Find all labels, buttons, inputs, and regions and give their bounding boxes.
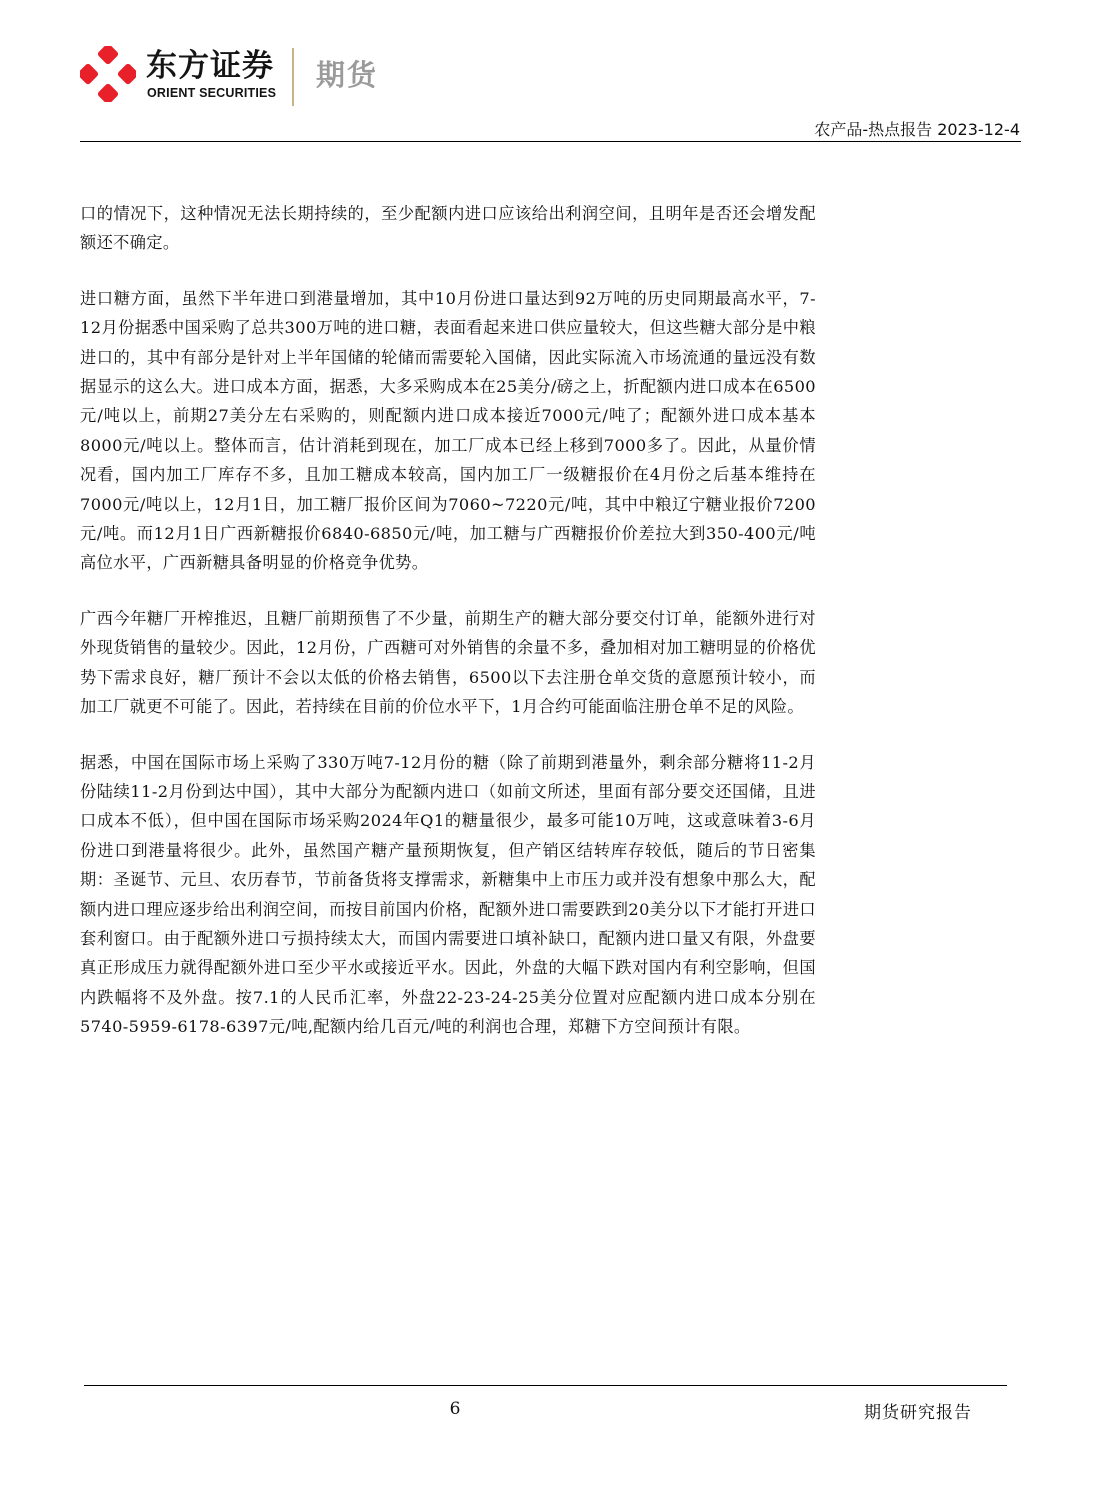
paragraph: 广西今年糖厂开榨推迟，且糖厂前期预售了不少量，前期生产的糖大部分要交付订单，能额外进行对外现货销售的量较少。因此，12月份，广西糖可对外销售的余量不多，叠加相对加工糖明显的价格优势下需求良好，糖厂预计不会以太低的价格去销售，6500以下去注册仓单交货的意愿预计较小，而加工厂就更不可能了。因此，若持续在目前的价位水平下，1月合约可能面临注册仓单不足的风险。 — [80, 608, 816, 717]
footer-label: 期货研究报告 — [864, 1403, 972, 1423]
logo-name-cn: 东方证券 — [146, 48, 274, 84]
logo-divider — [292, 48, 294, 106]
report-body — [80, 199, 816, 1068]
paragraph: 进口糖方面，虽然下半年进口到港量增加，其中10月份进口量达到92万吨的历史同期最高水平，7-12月份据悉中国采购了总共300万吨的进口糖，表面看起来进口供应量较大，但这些糖大部分是中粮进口的，其中有部分是针对上半年国储的轮储而需要轮入国储，因此实际流入市场流通的量远没有数据显示的这么大。进口成本方面，据悉，大多采购成本在25美分/磅之上，折配额内进口成本在6500元/吨以上，前期27美分左右采购的，则配额内进口成本接近7000元/吨了；配额外进口成本基本8000元/吨以上。整体而言，估计消耗到现在，加工厂成本已经上移到7000多了。因此，从量价情况看，国内加工厂库存不多，且加工糖成本较高，国内加工厂一级糖报价在4月份之后基本维持在7000元/吨以上，12月1日，加工糖厂报价区间为7060~7220元/吨，其中中粮辽宁糖业报价7200元/吨。而12月1日广西新糖报价6840-6850元/吨，加工糖与广西糖报价价差拉大到350-400元/吨高位水平，广西新糖具备明显的价格竞争优势。 — [80, 288, 816, 573]
orient-securities-logo-icon — [80, 46, 136, 102]
paragraph: 据悉，中国在国际市场上采购了330万吨7-12月份的糖（除了前期到港量外，剩余部分糖将11-2月份陆续11-2月份到达中国），其中大部分为配额内进口（如前文所述，里面有部分要交还国储，且进口成本不低），但中国在国际市场采购2024年Q1的糖量很少，最多可能10万吨，这或意味着3-6月份进口到港量将很少。此外，虽然国产糖产量预期恢复，但产销区结转库存较低，随后的节日密集期：圣诞节、元旦、农历春节，节前备货将支撑需求，新糖集中上市压力或并没有想象中那么大，配额内进口理应逐步给出利润空间，而按目前国内价格，配额外进口需要跌到20美分以下才能打开进口套利窗口。由于配额外进口亏损持续太大，而国内需要进口填补缺口，配额内进口量又有限，外盘要真正形成压力就得配额外进口至少平水或接近平水。因此，外盘的大幅下跌对国内有利空影响，但国内跌幅将不及外盘。按7.1的人民币汇率，外盘22-23-24-25美分位置对应配额内进口成本分别在5740-5959-6178-6397元/吨,配额内给几百元/吨的利润也合理，郑糖下方空间预计有限。 — [80, 752, 816, 1037]
logo-subbrand: 期货 — [316, 58, 379, 92]
logo-name-en: ORIENT SECURITIES — [147, 86, 277, 100]
footer-rule — [84, 1385, 1007, 1386]
report-tag: 农产品-热点报告 2023-12-4 — [814, 120, 1020, 139]
header-rule — [80, 141, 1021, 142]
paragraph: 口的情况下，这种情况无法长期持续的，至少配额内进口应该给出利润空间，且明年是否还会增发配额还不确定。 — [80, 204, 816, 253]
header — [80, 44, 1020, 114]
page-number: 6 — [449, 1399, 461, 1419]
